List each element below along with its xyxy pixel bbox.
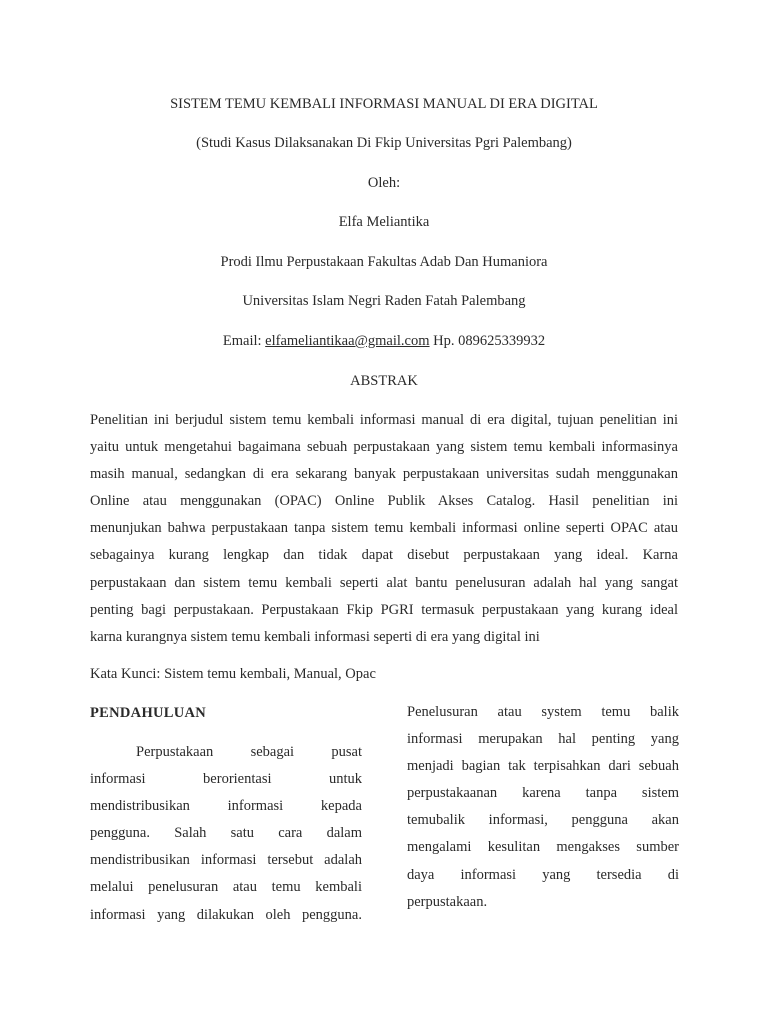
intro-right-column [407,699,679,916]
paragraph-line: temubalik informasi, pengguna akan [407,812,679,829]
contact-line [0,331,768,351]
by-label: Oleh: [367,175,401,191]
paragraph-line: Perpustakaan sebagai pusat [136,744,362,760]
author-university: Universitas Islam Negri Raden Fatah Palembang [242,293,526,309]
paragraph-line: pengguna. Salah satu cara dalam [90,825,362,842]
email-label: Email: [222,333,266,349]
paragraph-line: mendistribusikan informasi kepada [90,798,362,815]
abstract-line: penting bagi perpustakaan. Perpustakaan Fkip PGRI termasuk perpustakaan yang kurang ideal [90,601,678,618]
intro-left-column [90,739,362,929]
abstract-line: karna kurangnya sistem temu kembali informasi seperti di era yang digital ini [90,628,540,645]
abstract-line: masih manual, sedangkan di era sekarang banyak perpustakaan universitas sudah menggunakan [90,466,678,483]
paragraph-line: informasi yang dilakukan oleh pengguna. [90,906,362,923]
abstract-line: sebagainya kurang lengkap dan tidak dapat disebut perpustakaan yang ideal. Karna [90,547,678,564]
paragraph-line: daya informasi yang tersedia di [407,866,679,883]
paragraph-line: informasi merupakan hal penting yang [407,731,679,748]
abstract-line: yaitu untuk mengetahui bagaimana sebuah perpustakaan yang sistem temu kembali informasinya [90,439,678,456]
paragraph-line: perpustakaanan karena tanpa sistem [407,785,679,802]
author-program: Prodi Ilmu Perpustakaan Fakultas Adab Dan Humaniora [220,254,548,270]
abstract-line: Online atau menggunakan (OPAC) Online Publik Akses Catalog. Hasil penelitian ini [90,493,678,510]
paper-title: SISTEM TEMU KEMBALI INFORMASI MANUAL DI ERA DIGITAL [170,96,598,112]
email-link[interactable]: elfameliantikaa@gmail.com [265,333,430,349]
abstract-line: Penelitian ini berjudul sistem temu kembali informasi manual di era digital, tujuan penelitian ini [90,412,678,428]
paragraph-line: informasi berorientasi untuk [90,771,362,788]
paragraph-line: Penelusuran atau system temu balik [407,704,679,720]
paragraph-line: mendistribusikan informasi tersebut adalah [90,852,362,869]
paragraph-line: mengalami kesulitan mengakses sumber [407,839,679,856]
paragraph-line: perpustakaan. [407,893,488,910]
keywords: Kata Kunci: Sistem temu kembali, Manual, Opac [90,666,376,682]
abstract-line: perpustakaan dan sistem temu kembali seperti alat bantu penelusuran adalah hal yang sangat [90,574,678,591]
paragraph-line: menjadi bagian tak terpisahkan dari sebuah [407,758,679,775]
abstract-body [90,407,678,651]
phone-number: Hp. 089625339932 [429,333,546,349]
abstract-heading: ABSTRAK [350,373,418,389]
abstract-line: menunjukan bahwa perpustakaan tanpa sistem temu kembali informasi online seperti OPAC atau [90,520,678,537]
author-name: Elfa Meliantika [338,214,430,230]
paper-subtitle: (Studi Kasus Dilaksanakan Di Fkip Universitas Pgri Palembang) [196,135,572,151]
paragraph-line: melalui penelusuran atau temu kembali [90,879,362,896]
section-heading-pendahuluan: PENDAHULUAN [90,705,207,721]
